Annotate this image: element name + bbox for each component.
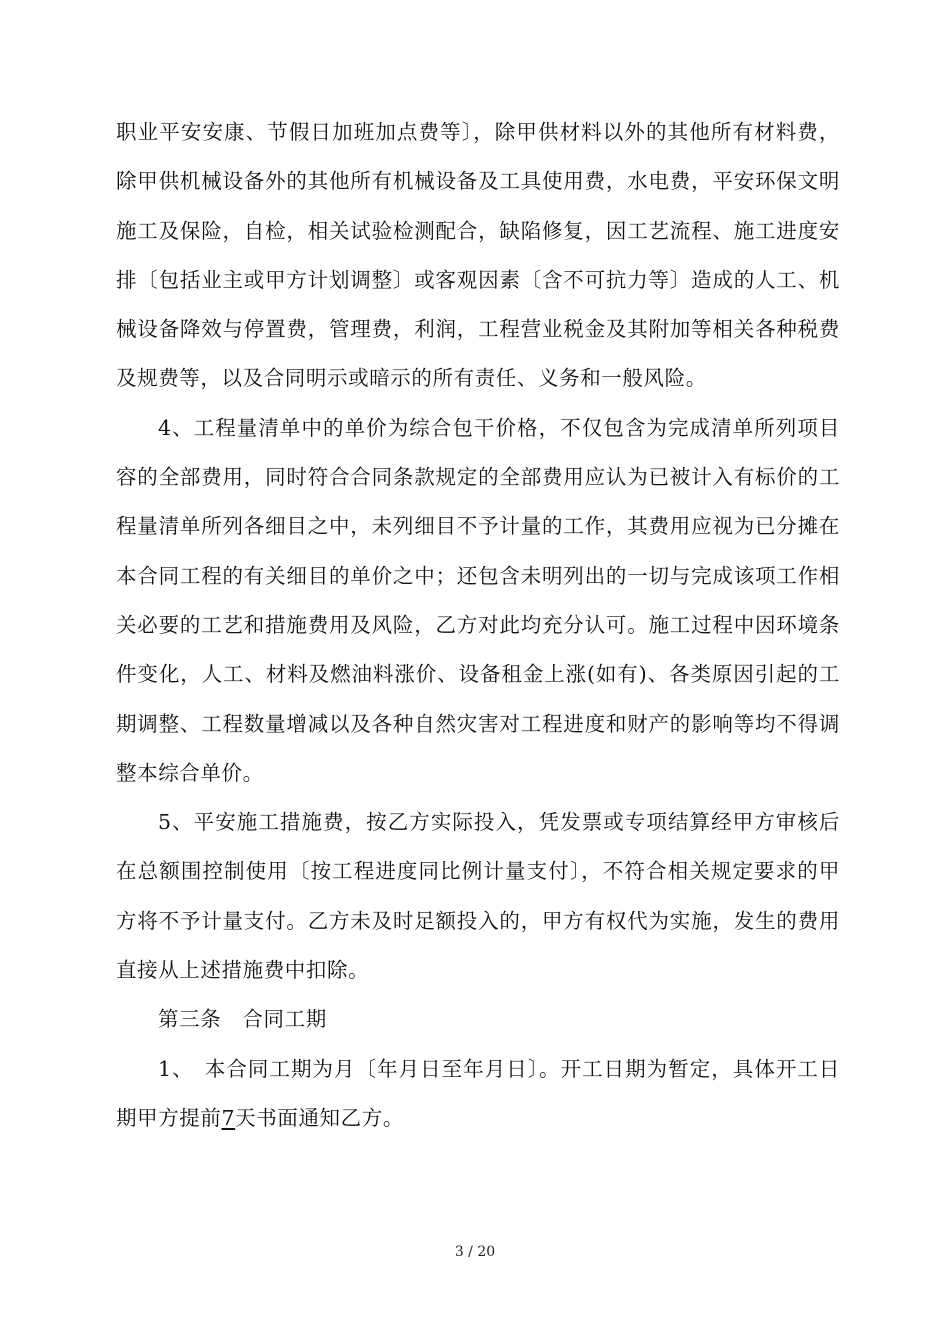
paragraph-clause-5: 5、平安施工措施费，按乙方实际投入，凭发票或专项结算经甲方审核后在总额围控制使用〔按工程进度同比例计量支付〕，不符合相关规定要求的甲方将不予计量支付。乙方未及时足额投入的，甲方有权代为实施，发生的费用直接从上述措施费中扣除。 xyxy=(116,810,840,983)
notice-days-underlined: 7 xyxy=(221,1105,236,1130)
paragraph-cost-items: 职业平安安康、节假日加班加点费等〕，除甲供材料以外的其他所有材料费，除甲供机械设备外的其他所有机械设备及工具使用费，水电费，平安环保文明施工及保险，自检，相关试验检测配合，缺陷修复，因工艺流程、施工进度安排〔包括业主或甲方计划调整〕或客观因素〔含不可抗力等〕造成的人工、机械设备降效与停置费，管理费，利润，工程营业税金及其附加等相关各种税费及规费等，以及合同明示或暗示的所有责任、义务和一般风险。 xyxy=(116,120,840,391)
paragraph-clause-4: 4、工程量清单中的单价为综合包干价格，不仅包含为完成清单所列项目容的全部费用，同时符合合同条款规定的全部费用应认为已被计入有标价的工程量清单所列各细目之中，未列细目不予计量的工作，其费用应视为已分摊在本合同工程的有关细目的单价之中；还包含未明列出的一切与完成该项工作相关必要的工艺和措施费用及风险，乙方对此均充分认可。施工过程中因环境条件变化，人工、材料及燃油料涨价、设备租金上涨(如有)、各类原因引起的工期调整、工程数量增减以及各种自然灾害对工程进度和财产的影响等均不得调整本综合单价。 xyxy=(116,415,840,785)
document-body xyxy=(116,108,840,1143)
paragraph-period-clause-1 xyxy=(116,1045,840,1144)
period-text-before: 1、 本合同工期为月〔年月日至年月日〕。开工日期为暂定，具体开工日期甲方提前 xyxy=(116,1056,840,1130)
page-number: 3 / 20 xyxy=(454,1244,496,1260)
section-heading: 第三条 合同工期 xyxy=(158,1007,327,1032)
period-text-after: 天书面通知乙方。 xyxy=(235,1105,404,1130)
